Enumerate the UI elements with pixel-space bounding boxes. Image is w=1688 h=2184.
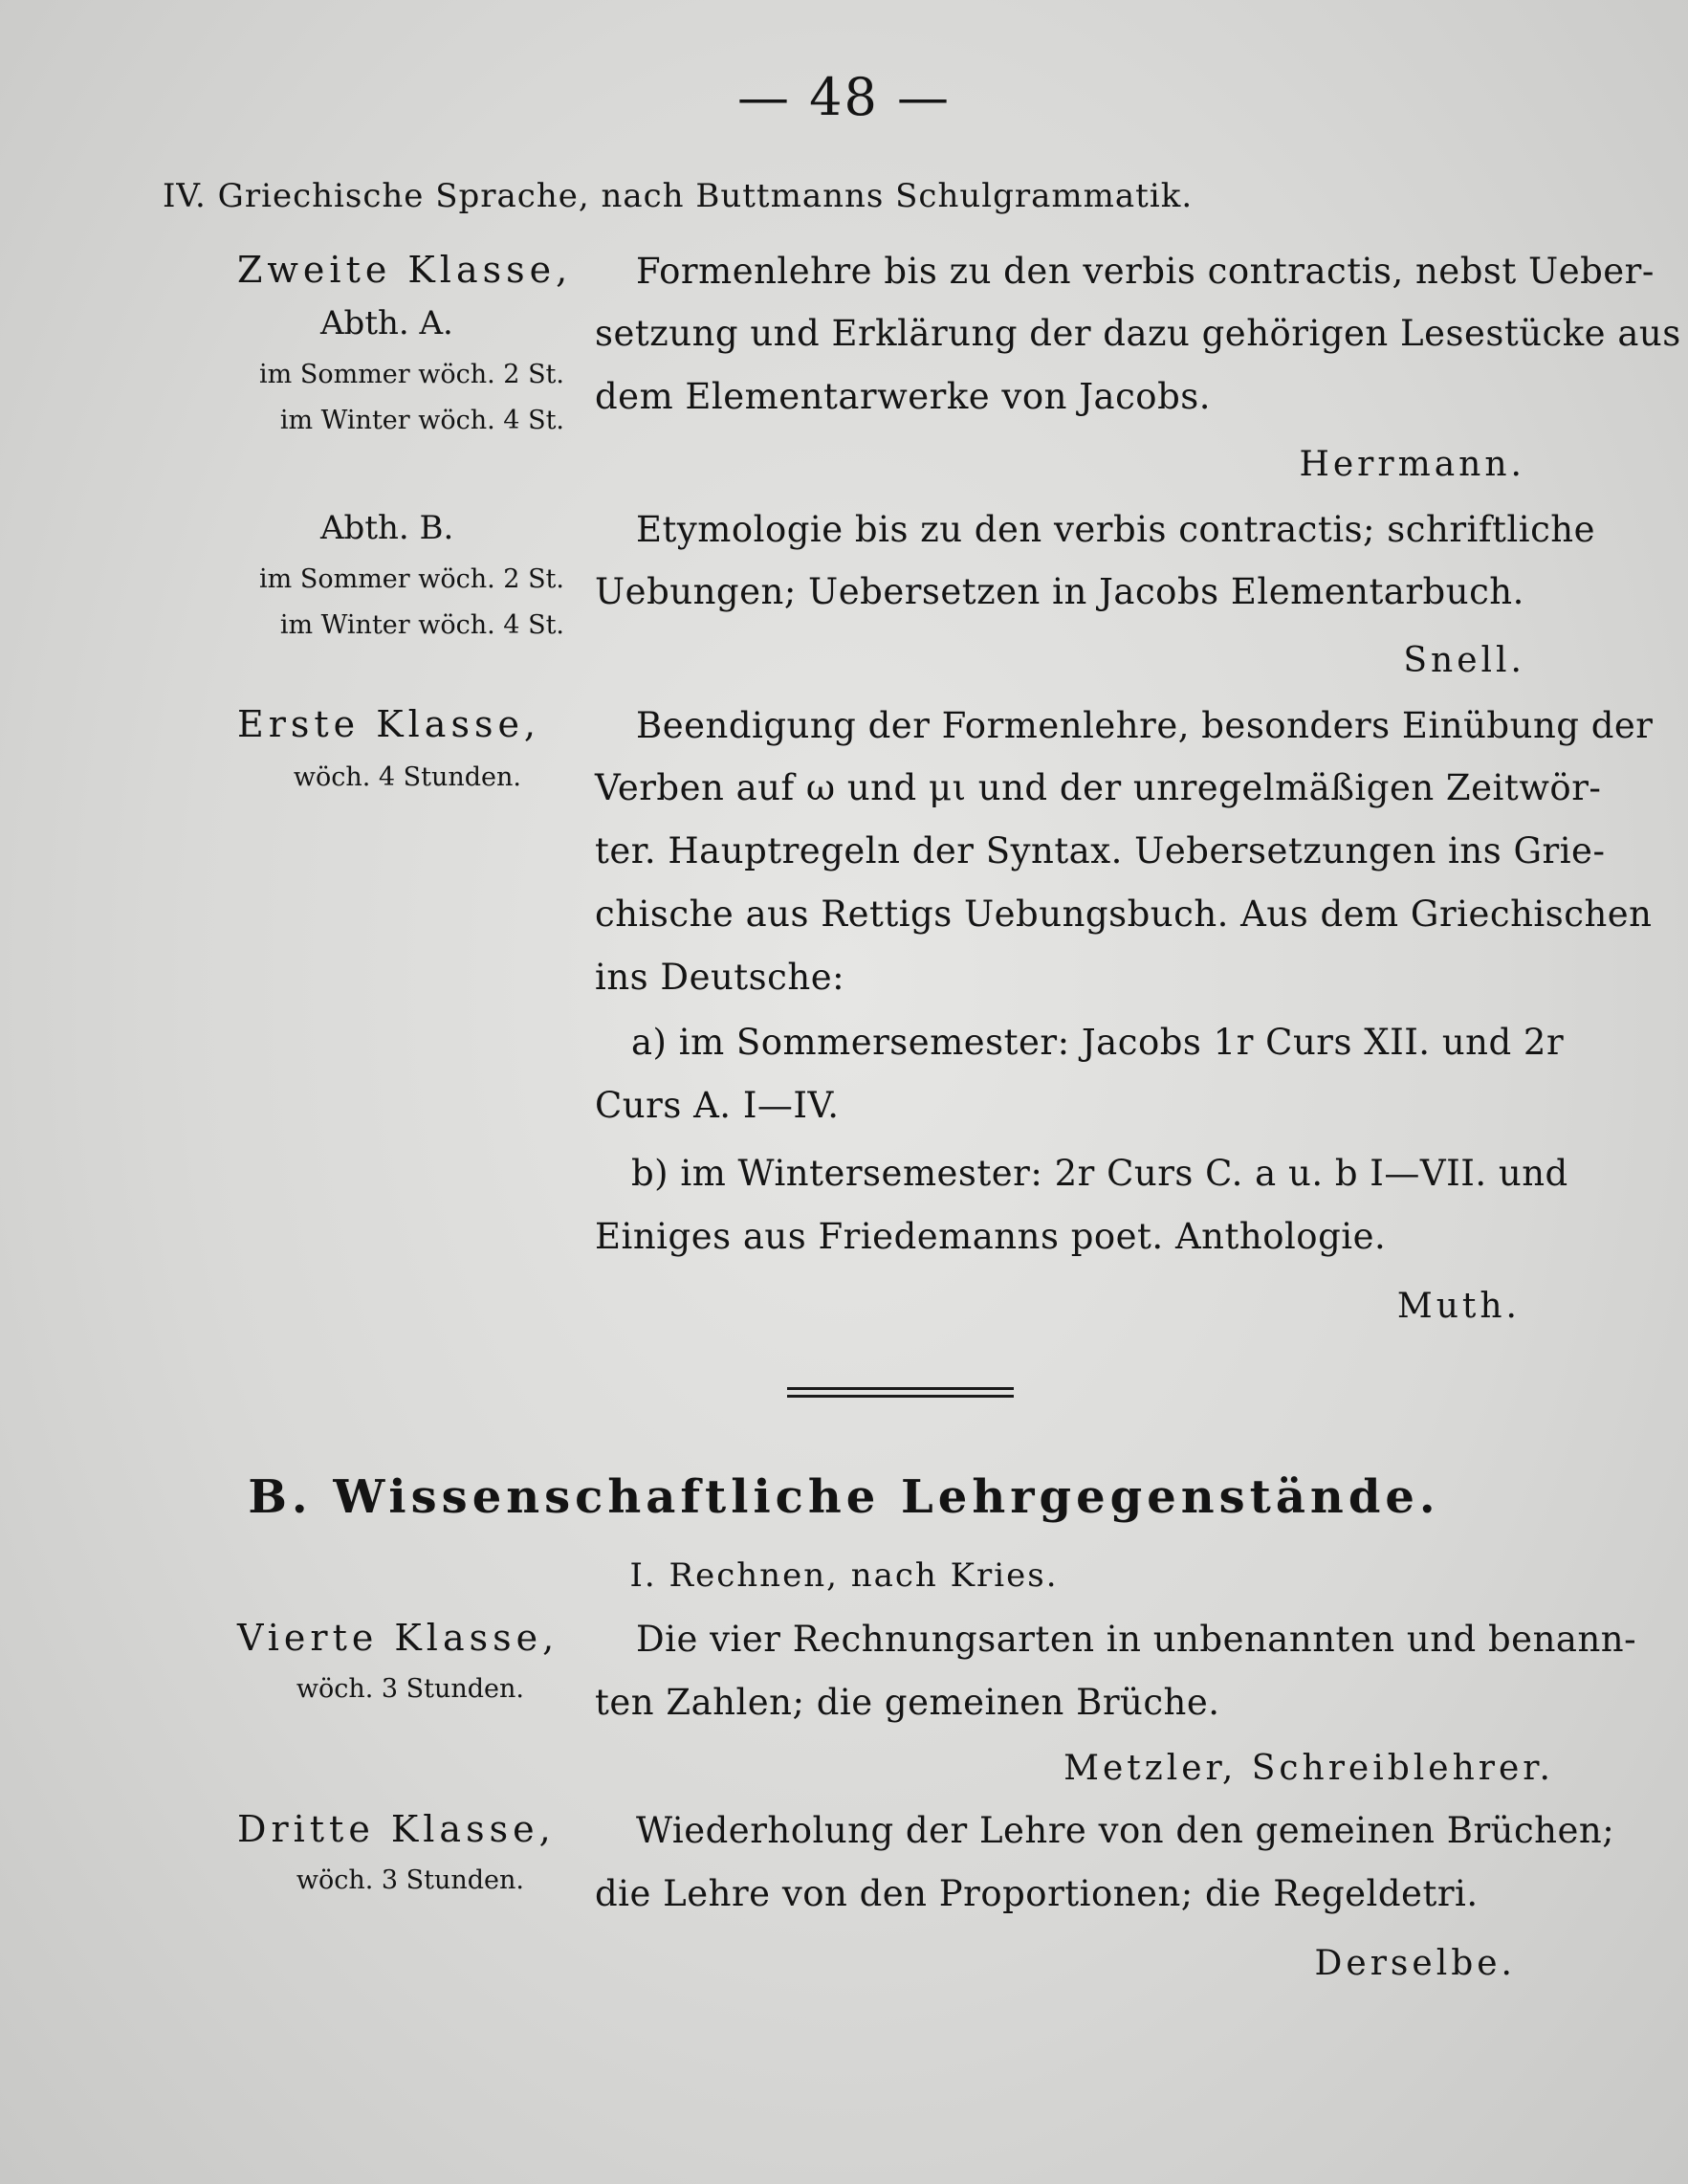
class-label-vierte: Vierte Klasse,	[237, 1617, 559, 1659]
hours-summer-a: im Sommer wöch. 2 St.	[259, 360, 564, 389]
teacher-name: Metzler, Schreiblehrer.	[1063, 1749, 1554, 1788]
text-line: setzung und Erklärung der dazu gehörigen Lesestücke aus	[595, 313, 1681, 354]
section-divider	[787, 1387, 1014, 1390]
teacher-name: Derselbe.	[1314, 1944, 1516, 1983]
text-line: Wiederholung der Lehre von den gemeinen Brüchen;	[636, 1810, 1615, 1851]
hours-summer-b: im Sommer wöch. 2 St.	[259, 564, 564, 594]
teacher-name: Herrmann.	[1299, 445, 1525, 484]
text-line: chische aus Rettigs Uebungsbuch. Aus dem Griechischen	[595, 893, 1653, 935]
class-label-erste: Erste Klasse,	[237, 703, 541, 745]
hours-dritte: wöch. 3 Stunden.	[296, 1865, 524, 1895]
text-line: ten Zahlen; die gemeinen Brüche.	[595, 1682, 1220, 1723]
hours-winter-b: im Winter wöch. 4 St.	[279, 610, 564, 640]
teacher-name: Muth.	[1396, 1287, 1521, 1326]
division-label-b: Abth. B.	[320, 509, 454, 547]
text-line: dem Elementarwerke von Jacobs.	[595, 376, 1212, 417]
list-item-b: b) im Wintersemester: 2r Curs C. a u. b I—VII. und	[631, 1153, 1568, 1194]
division-label-a: Abth. A.	[320, 304, 453, 342]
text-line: Formenlehre bis zu den verbis contractis, nebst Ueber-	[636, 251, 1655, 292]
text-line: ter. Hauptregeln der Syntax. Uebersetzungen ins Grie-	[595, 830, 1606, 871]
section-divider	[787, 1395, 1014, 1398]
list-item-a-cont: Curs A. I—IV.	[595, 1085, 840, 1126]
text-line: ins Deutsche:	[595, 957, 845, 998]
list-item-a: a) im Sommersemester: Jacobs 1r Curs XII. und 2r	[631, 1022, 1565, 1063]
text-line: Beendigung der Formenlehre, besonders Einübung der	[636, 705, 1654, 746]
subsection-heading-rechnen: I. Rechnen, nach Kries.	[629, 1556, 1059, 1595]
list-item-b-cont: Einiges aus Friedemanns poet. Anthologie.	[595, 1216, 1387, 1257]
page-number: — 48 —	[736, 67, 952, 127]
class-label-dritte: Dritte Klasse,	[237, 1808, 556, 1850]
text-line: Verben auf ω und μι und der unregelmäßigen Zeitwör-	[595, 767, 1602, 808]
text-line: Die vier Rechnungsarten in unbenannten und benann-	[636, 1619, 1637, 1660]
hours-vierte: wöch. 3 Stunden.	[296, 1674, 524, 1704]
text-line: die Lehre von den Proportionen; die Regeldetri.	[595, 1873, 1479, 1914]
text-line: Uebungen; Uebersetzen in Jacobs Elementarbuch.	[595, 571, 1524, 612]
class-label-zweite: Zweite Klasse,	[237, 249, 573, 291]
hours-erste: wöch. 4 Stunden.	[293, 762, 521, 792]
section-heading-b: B. Wissenschaftliche Lehrgegenstände.	[248, 1470, 1440, 1524]
teacher-name: Snell.	[1403, 641, 1525, 680]
text-line: Etymologie bis zu den verbis contractis; schriftliche	[636, 509, 1596, 550]
section-heading-greek: IV. Griechische Sprache, nach Buttmanns Schulgrammatik.	[163, 177, 1194, 215]
hours-winter-a: im Winter wöch. 4 St.	[279, 406, 564, 435]
